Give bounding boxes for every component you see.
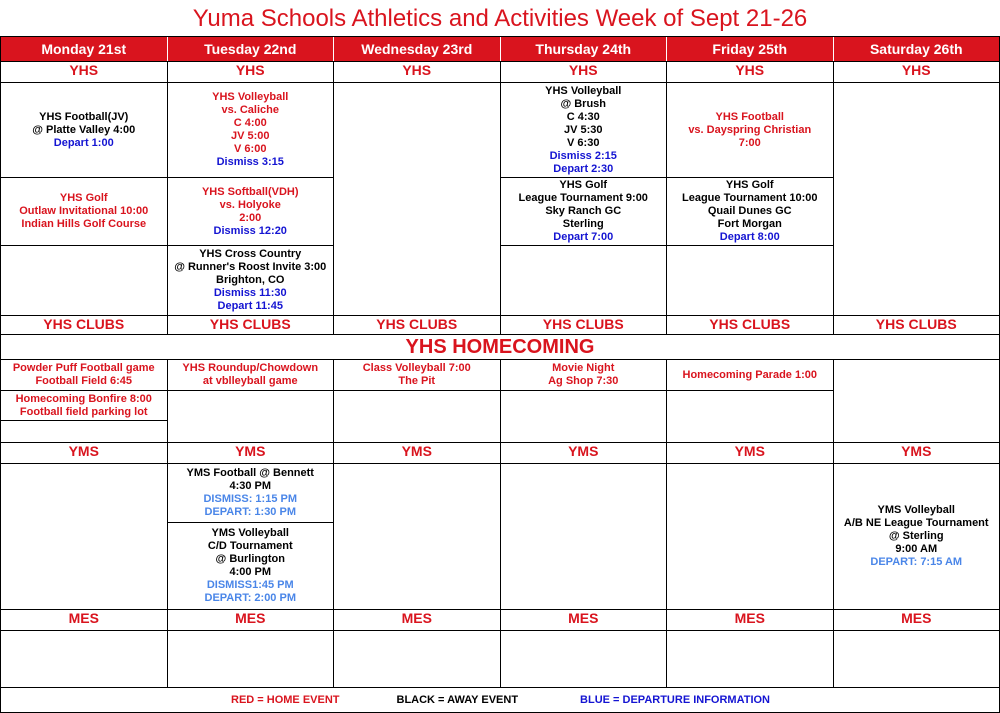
homecoming-banner: YHS HOMECOMING [1,334,999,359]
day-header-row [1,37,999,61]
event-line: YHS Roundup/Chowdown [182,362,319,374]
event-line: YHS Cross Country [199,248,302,260]
event-line: YHS Football(JV) [39,110,129,123]
section-label: YHS CLUBS [875,316,957,332]
event-line: Depart 11:45 [217,300,283,312]
event-block [667,177,833,245]
event-line: DEPART: 2:00 PM [204,592,296,604]
event-line: League Tournament 9:00 [518,192,648,204]
events-wednesday [334,83,501,315]
events-saturday [834,464,1000,609]
event-line: 7:00 [738,136,761,149]
empty-block [334,390,500,442]
event-line: C 4:30 [566,110,600,123]
section-label: YMS [1,443,168,463]
event-line: Homecoming Parade 1:00 [682,368,817,381]
event-block [501,177,667,245]
event-line: vs. Dayspring Christian [688,123,812,136]
section-label: MES [667,610,834,630]
event-line: Sky Ranch GC [545,205,622,217]
events-thursday [501,83,668,315]
event-line: Movie Night [552,362,615,374]
legend [1,687,999,712]
yms-label-row [1,442,999,463]
event-line: YMS Football @ Bennett [186,467,314,479]
event-line: YMS Volleyball [877,504,955,516]
section-label: MES [168,610,335,630]
events-wednesday [334,360,501,442]
event-line: YHS Football [715,110,784,123]
section-label: YHS CLUBS [334,316,501,334]
events-thursday [501,464,668,609]
section-label: YHS [168,62,335,82]
event-line: DISMISS1:45 PM [206,579,294,591]
events-thursday [501,360,668,442]
legend-home: RED = HOME EVENT [231,694,340,706]
event-line: 9:00 AM [895,543,938,555]
day-header-tuesday: Tuesday 22nd [168,37,335,61]
event-line: Depart 1:00 [53,136,114,149]
event-line: vs. Caliche [221,104,279,116]
event-block [834,464,1000,609]
events-friday [667,464,834,609]
event-line: Football Field 6:45 [35,375,133,387]
empty-block [1,420,167,442]
event-line: JV 5:30 [563,123,603,136]
event-block [1,177,167,245]
section-label: YHS [334,62,501,82]
event-block [168,522,334,609]
day-header-saturday: Saturday 26th [869,41,963,57]
events-monday [1,360,168,442]
event-line: @ Burlington [215,553,285,565]
event-block [501,83,667,177]
event-line: Quail Dunes GC [707,205,792,217]
event-line: Depart 8:00 [719,231,780,243]
section-label: YHS [501,62,668,82]
event-block [1,83,167,177]
event-line: YHS Softball(VDH) [201,185,299,198]
event-line: A/B NE League Tournament [843,517,989,529]
event-line: at vblleyball game [202,375,298,387]
event-line: 4:30 PM [229,480,272,492]
event-line: DEPART: 1:30 PM [204,506,296,518]
legend-depart: BLUE = DEPARTURE INFORMATION [580,694,771,706]
event-line: Dismiss 3:15 [216,156,284,168]
section-label: YMS [168,443,335,463]
event-line: DISMISS: 1:15 PM [203,493,298,505]
events-friday [667,631,834,687]
section-label: YHS [1,62,168,82]
event-line: @ Brush [560,97,607,110]
event-line: Homecoming Bonfire 8:00 [15,392,152,405]
empty-block [1,245,167,315]
event-block [667,360,833,390]
event-block [501,360,667,390]
day-header-friday: Friday 25th [667,37,834,61]
empty-block [501,245,667,315]
event-block [168,177,334,245]
section-label: MES [501,610,668,630]
event-line: YMS Volleyball [211,527,289,539]
event-line: YHS Volleyball [212,91,289,103]
day-header-thursday: Thursday 24th [501,37,668,61]
schedule-grid [0,36,1000,713]
event-line: Dismiss 2:15 [549,149,617,162]
events-thursday [501,631,668,687]
event-line: @ Sterling [888,530,944,542]
section-label: YHS [901,62,931,78]
event-line: Football field parking lot [19,405,148,418]
event-line: V 6:00 [234,143,267,155]
homecoming-events-row [1,359,999,442]
section-label: YMS [901,443,932,459]
event-line: vs. Holyoke [219,198,281,211]
day-header-wednesday: Wednesday 23rd [334,37,501,61]
section-label: YHS CLUBS [501,316,668,334]
section-label: MES [1,610,168,630]
event-block [1,390,167,420]
event-line: YHS Golf [725,179,774,191]
event-line: The Pit [398,375,436,387]
event-line: 2:00 [239,211,262,224]
event-block [1,360,167,390]
event-line: YHS Golf [559,179,608,191]
event-block [667,83,833,177]
event-block [168,360,334,390]
events-saturday [834,360,1000,442]
event-line: @ Runner's Roost Invite 3:00 [174,261,327,273]
event-line: Brighton, CO [216,274,285,286]
section-label: YHS CLUBS [1,316,168,334]
events-monday [1,83,168,315]
events-monday [1,631,168,687]
event-line: Depart 7:00 [553,231,614,243]
event-line: Depart 2:30 [553,162,614,175]
event-line: Sterling [562,218,604,230]
section-label: YMS [334,443,501,463]
event-line: DEPART: 7:15 AM [870,556,963,568]
event-line: Indian Hills Golf Course [21,218,147,230]
event-line: YHS Volleyball [545,84,622,97]
empty-block [667,390,833,442]
section-label: MES [901,610,932,626]
events-tuesday [168,83,335,315]
event-line: JV 5:00 [230,130,270,142]
event-line: C 4:00 [233,117,267,129]
legend-away: BLACK = AWAY EVENT [396,694,519,706]
event-line: Dismiss 11:30 [213,287,287,299]
section-label: YMS [501,443,668,463]
events-tuesday [168,360,335,442]
yhs-label-row [1,61,999,82]
event-line: YHS Golf [59,192,108,204]
event-line: Outlaw Invitational 10:00 [19,205,149,217]
event-line: @ Platte Valley 4:00 [32,123,136,136]
section-label: YMS [667,443,834,463]
event-line: Dismiss 12:20 [213,224,287,237]
event-line: Powder Puff Football game [12,362,155,374]
event-line: Class Volleyball 7:00 [362,362,471,374]
events-wednesday [334,631,501,687]
events-saturday [834,83,1000,315]
event-block [334,360,500,390]
section-label: MES [334,610,501,630]
empty-block [168,390,334,442]
section-label: YHS CLUBS [667,316,834,334]
event-line: 4:00 PM [229,566,272,578]
section-label: YHS CLUBS [168,316,335,334]
empty-block [501,390,667,442]
yms-events-row [1,463,999,609]
empty-block [667,245,833,315]
event-line: C/D Tournament [207,540,293,552]
mes-events-row [1,630,999,687]
yhs-clubs-row [1,315,999,334]
events-tuesday [168,464,335,609]
event-block [168,464,334,522]
event-line: V 6:30 [567,136,600,149]
event-block [168,83,334,177]
day-header-monday: Monday 21st [1,37,168,61]
events-monday [1,464,168,609]
events-tuesday [168,631,335,687]
events-friday [667,83,834,315]
event-line: Ag Shop 7:30 [548,375,619,387]
events-saturday [834,631,1000,687]
section-label: YHS [667,62,834,82]
event-block [168,245,334,315]
events-friday [667,360,834,442]
events-wednesday [334,464,501,609]
event-line: Fort Morgan [717,218,782,230]
page-title: Yuma Schools Athletics and Activities Week of Sept 21-26 [192,5,808,32]
yhs-events-row [1,82,999,315]
event-line: League Tournament 10:00 [682,192,818,204]
mes-label-row [1,609,999,630]
